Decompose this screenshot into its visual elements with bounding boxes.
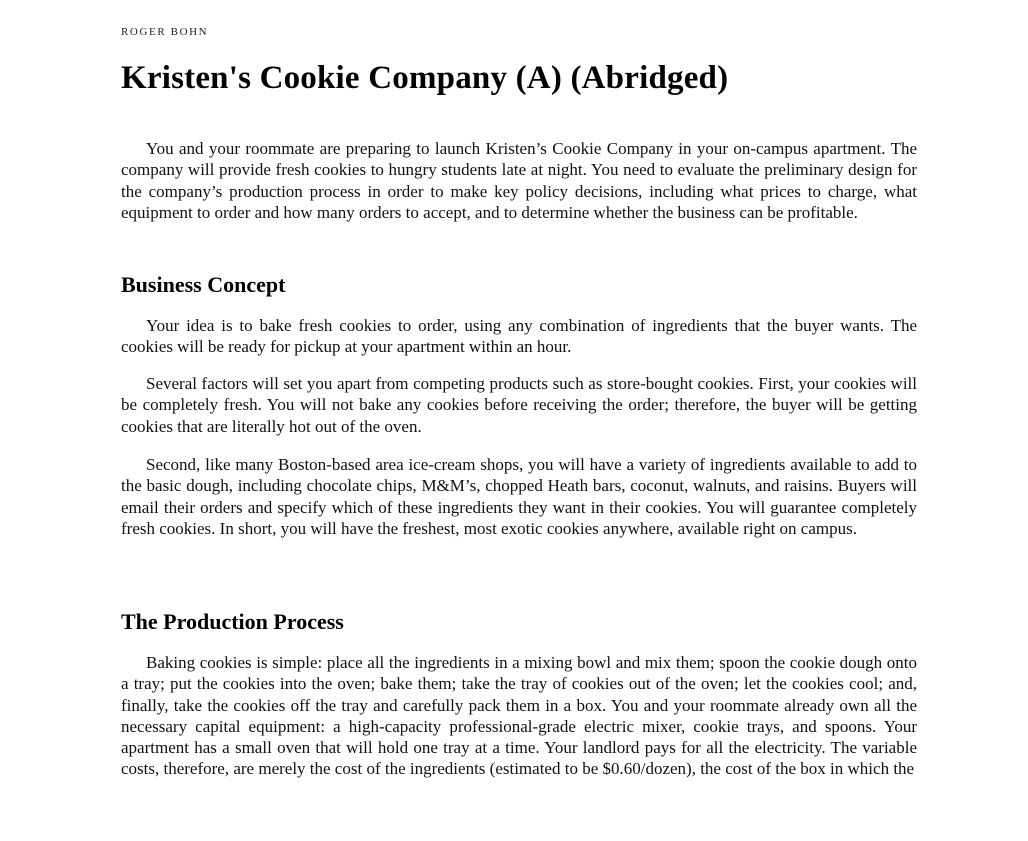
business-concept-paragraph-2: Several factors will set you apart from competing products such as store-bought cookies. First, your cookies will be completely fresh. You will not bake any cookies before receiving the order; therefore, the buyer will be getting cookies that are literally hot out of the oven. [121,374,917,436]
section-heading-production-process: The Production Process [121,609,344,634]
author-name: ROGER BOHN [121,26,209,38]
business-concept-paragraph-1: Your idea is to bake fresh cookies to order, using any combination of ingredients that the buyer wants. The cookies will be ready for pickup at your apartment within an hour. [121,316,917,357]
production-process-paragraph-1: Baking cookies is simple: place all the ingredients in a mixing bowl and mix them; spoon the cookie dough onto a tray; put the cookies into the oven; bake them; take the tray of cookies out of the oven; let the cookies cool; and, finally, take the cookies off the tray and carefully pack them in a box. You and your roommate already own all the necessary capital equipment: a high-capacity professional-grade electric mixer, cookie trays, and spoons. Your apartment has a small oven that will hold one tray at a time. Your landlord pays for all the electricity. The variable costs, therefore, are merely the cost of the ingredients (estimated to be $0.60/dozen), the cost of the box in which the [121,653,917,779]
intro-paragraph: You and your roommate are preparing to launch Kristen’s Cookie Company in your on-campus apartment. The company will provide fresh cookies to hungry students late at night. You need to evaluate the preliminary design for the company’s production process in order to make key policy decisions, including what prices to charge, what equipment to order and how many orders to accept, and to determine whether the business can be profitable. [121,139,917,222]
section-heading-business-concept: Business Concept [121,272,286,297]
document-title: Kristen's Cookie Company (A) (Abridged) [121,60,729,96]
business-concept-paragraph-3: Second, like many Boston-based area ice-cream shops, you will have a variety of ingredients available to add to the basic dough, including chocolate chips, M&M’s, chopped Heath bars, coconut, walnuts, and raisins. Buyers will email their orders and specify which of these ingredients they want in their cookies. You will guarantee completely fresh cookies. In short, you will have the freshest, most exotic cookies anywhere, available right on campus. [121,455,917,538]
